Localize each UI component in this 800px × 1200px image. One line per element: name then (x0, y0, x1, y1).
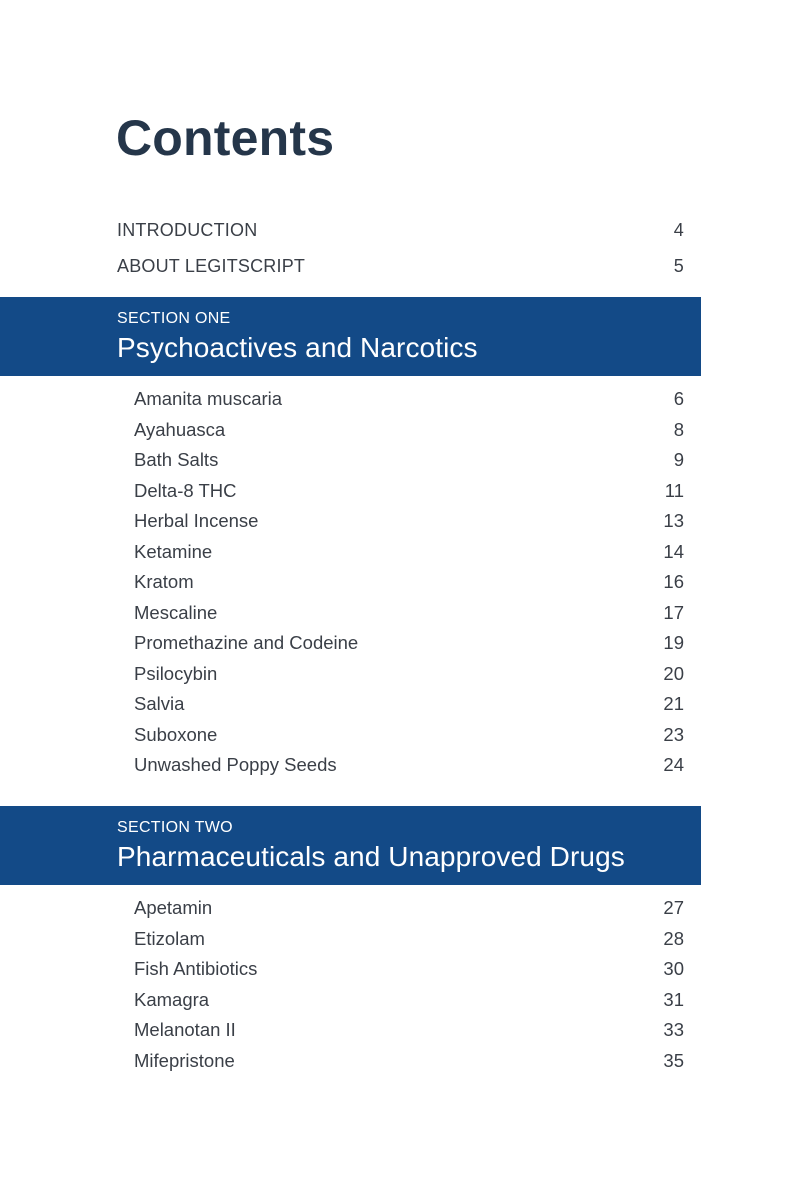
page-title: Contents (116, 110, 335, 166)
toc-entry-label: Mifepristone (134, 1049, 235, 1071)
toc-entry[interactable] (134, 1015, 684, 1046)
toc-entry-page: 13 (663, 510, 684, 531)
toc-entry-label: Bath Salts (134, 449, 219, 470)
section-label: SECTION TWO (117, 819, 233, 836)
toc-entry-page: 24 (663, 754, 684, 775)
toc-entry-page: 6 (673, 388, 684, 409)
toc-entry[interactable] (134, 506, 684, 537)
toc-entry-about-legitscript[interactable] (117, 252, 684, 288)
section-label: SECTION ONE (117, 310, 231, 327)
section-two-entries (134, 893, 684, 1076)
toc-entry-label: Apetamin (134, 897, 213, 918)
section-header-one (0, 297, 701, 376)
toc-entry-label: Kratom (134, 571, 194, 592)
toc-entry[interactable] (134, 384, 684, 415)
toc-entry-label: Herbal Incense (134, 510, 259, 531)
toc-entry-label: ABOUT LEGITSCRIPT (117, 256, 306, 276)
toc-entry-label: Suboxone (134, 723, 218, 745)
toc-entry-label: INTRODUCTION (117, 220, 258, 240)
toc-entry-label: Promethazine and Codeine (134, 632, 359, 653)
toc-entry-label: Kamagra (134, 988, 210, 1010)
toc-entry[interactable] (134, 628, 684, 659)
toc-entry-page: 9 (673, 449, 684, 470)
section-title[interactable]: Pharmaceuticals and Unapproved Drugs (117, 841, 625, 872)
toc-entry[interactable] (134, 659, 684, 690)
toc-entry-label: Delta-8 THC (134, 479, 237, 501)
toc-entry-page: 4 (673, 220, 684, 240)
toc-entry[interactable] (134, 924, 684, 955)
toc-entry-page: 19 (663, 632, 684, 653)
toc-entry[interactable] (134, 720, 684, 751)
section-header-two (0, 806, 701, 885)
toc-entry-page: 14 (663, 540, 684, 562)
toc-entry-page: 20 (663, 662, 684, 684)
toc-entry[interactable] (134, 893, 684, 924)
toc-entry-label: Mescaline (134, 601, 218, 623)
toc-entry[interactable] (134, 537, 684, 568)
toc-entry[interactable] (134, 985, 684, 1016)
toc-entry-label: Etizolam (134, 927, 205, 949)
toc-entry-page: 31 (663, 988, 684, 1010)
toc-entry[interactable] (134, 567, 684, 598)
toc-entry-introduction[interactable] (117, 216, 684, 252)
toc-entry-page: 28 (663, 927, 684, 949)
toc-entry-page: 33 (663, 1019, 684, 1040)
toc-entry-label: Fish Antibiotics (134, 958, 258, 979)
toc-entry-page: 11 (664, 479, 684, 501)
toc-entry[interactable] (134, 954, 684, 985)
toc-entry-page: 21 (663, 693, 684, 714)
section-one-entries (134, 384, 684, 781)
toc-entry-page: 30 (663, 958, 684, 979)
intro-entries (117, 216, 684, 288)
toc-entry-label: Unwashed Poppy Seeds (134, 754, 337, 775)
toc-entry-label: Melanotan II (134, 1019, 236, 1040)
toc-entry[interactable] (134, 598, 684, 629)
toc-entry[interactable] (134, 750, 684, 781)
toc-entry[interactable] (134, 445, 684, 476)
toc-entry-page: 23 (663, 723, 684, 745)
toc-entry[interactable] (134, 1046, 684, 1077)
toc-entry-label: Ayahuasca (134, 418, 226, 440)
section-title[interactable]: Psychoactives and Narcotics (117, 332, 478, 363)
toc-entry-page: 16 (663, 571, 684, 592)
toc-entry[interactable] (134, 415, 684, 446)
toc-entry[interactable] (134, 689, 684, 720)
toc-entry-page: 8 (673, 418, 684, 440)
toc-entry-label: Ketamine (134, 540, 213, 562)
toc-entry-page: 27 (663, 897, 684, 918)
toc-entry[interactable] (134, 476, 684, 507)
toc-entry-page: 17 (663, 601, 684, 623)
toc-entry-label: Salvia (134, 693, 185, 714)
toc-entry-page: 35 (663, 1049, 684, 1071)
toc-entry-page: 5 (673, 256, 684, 276)
toc-entry-label: Psilocybin (134, 662, 218, 684)
toc-entry-label: Amanita muscaria (134, 388, 283, 409)
